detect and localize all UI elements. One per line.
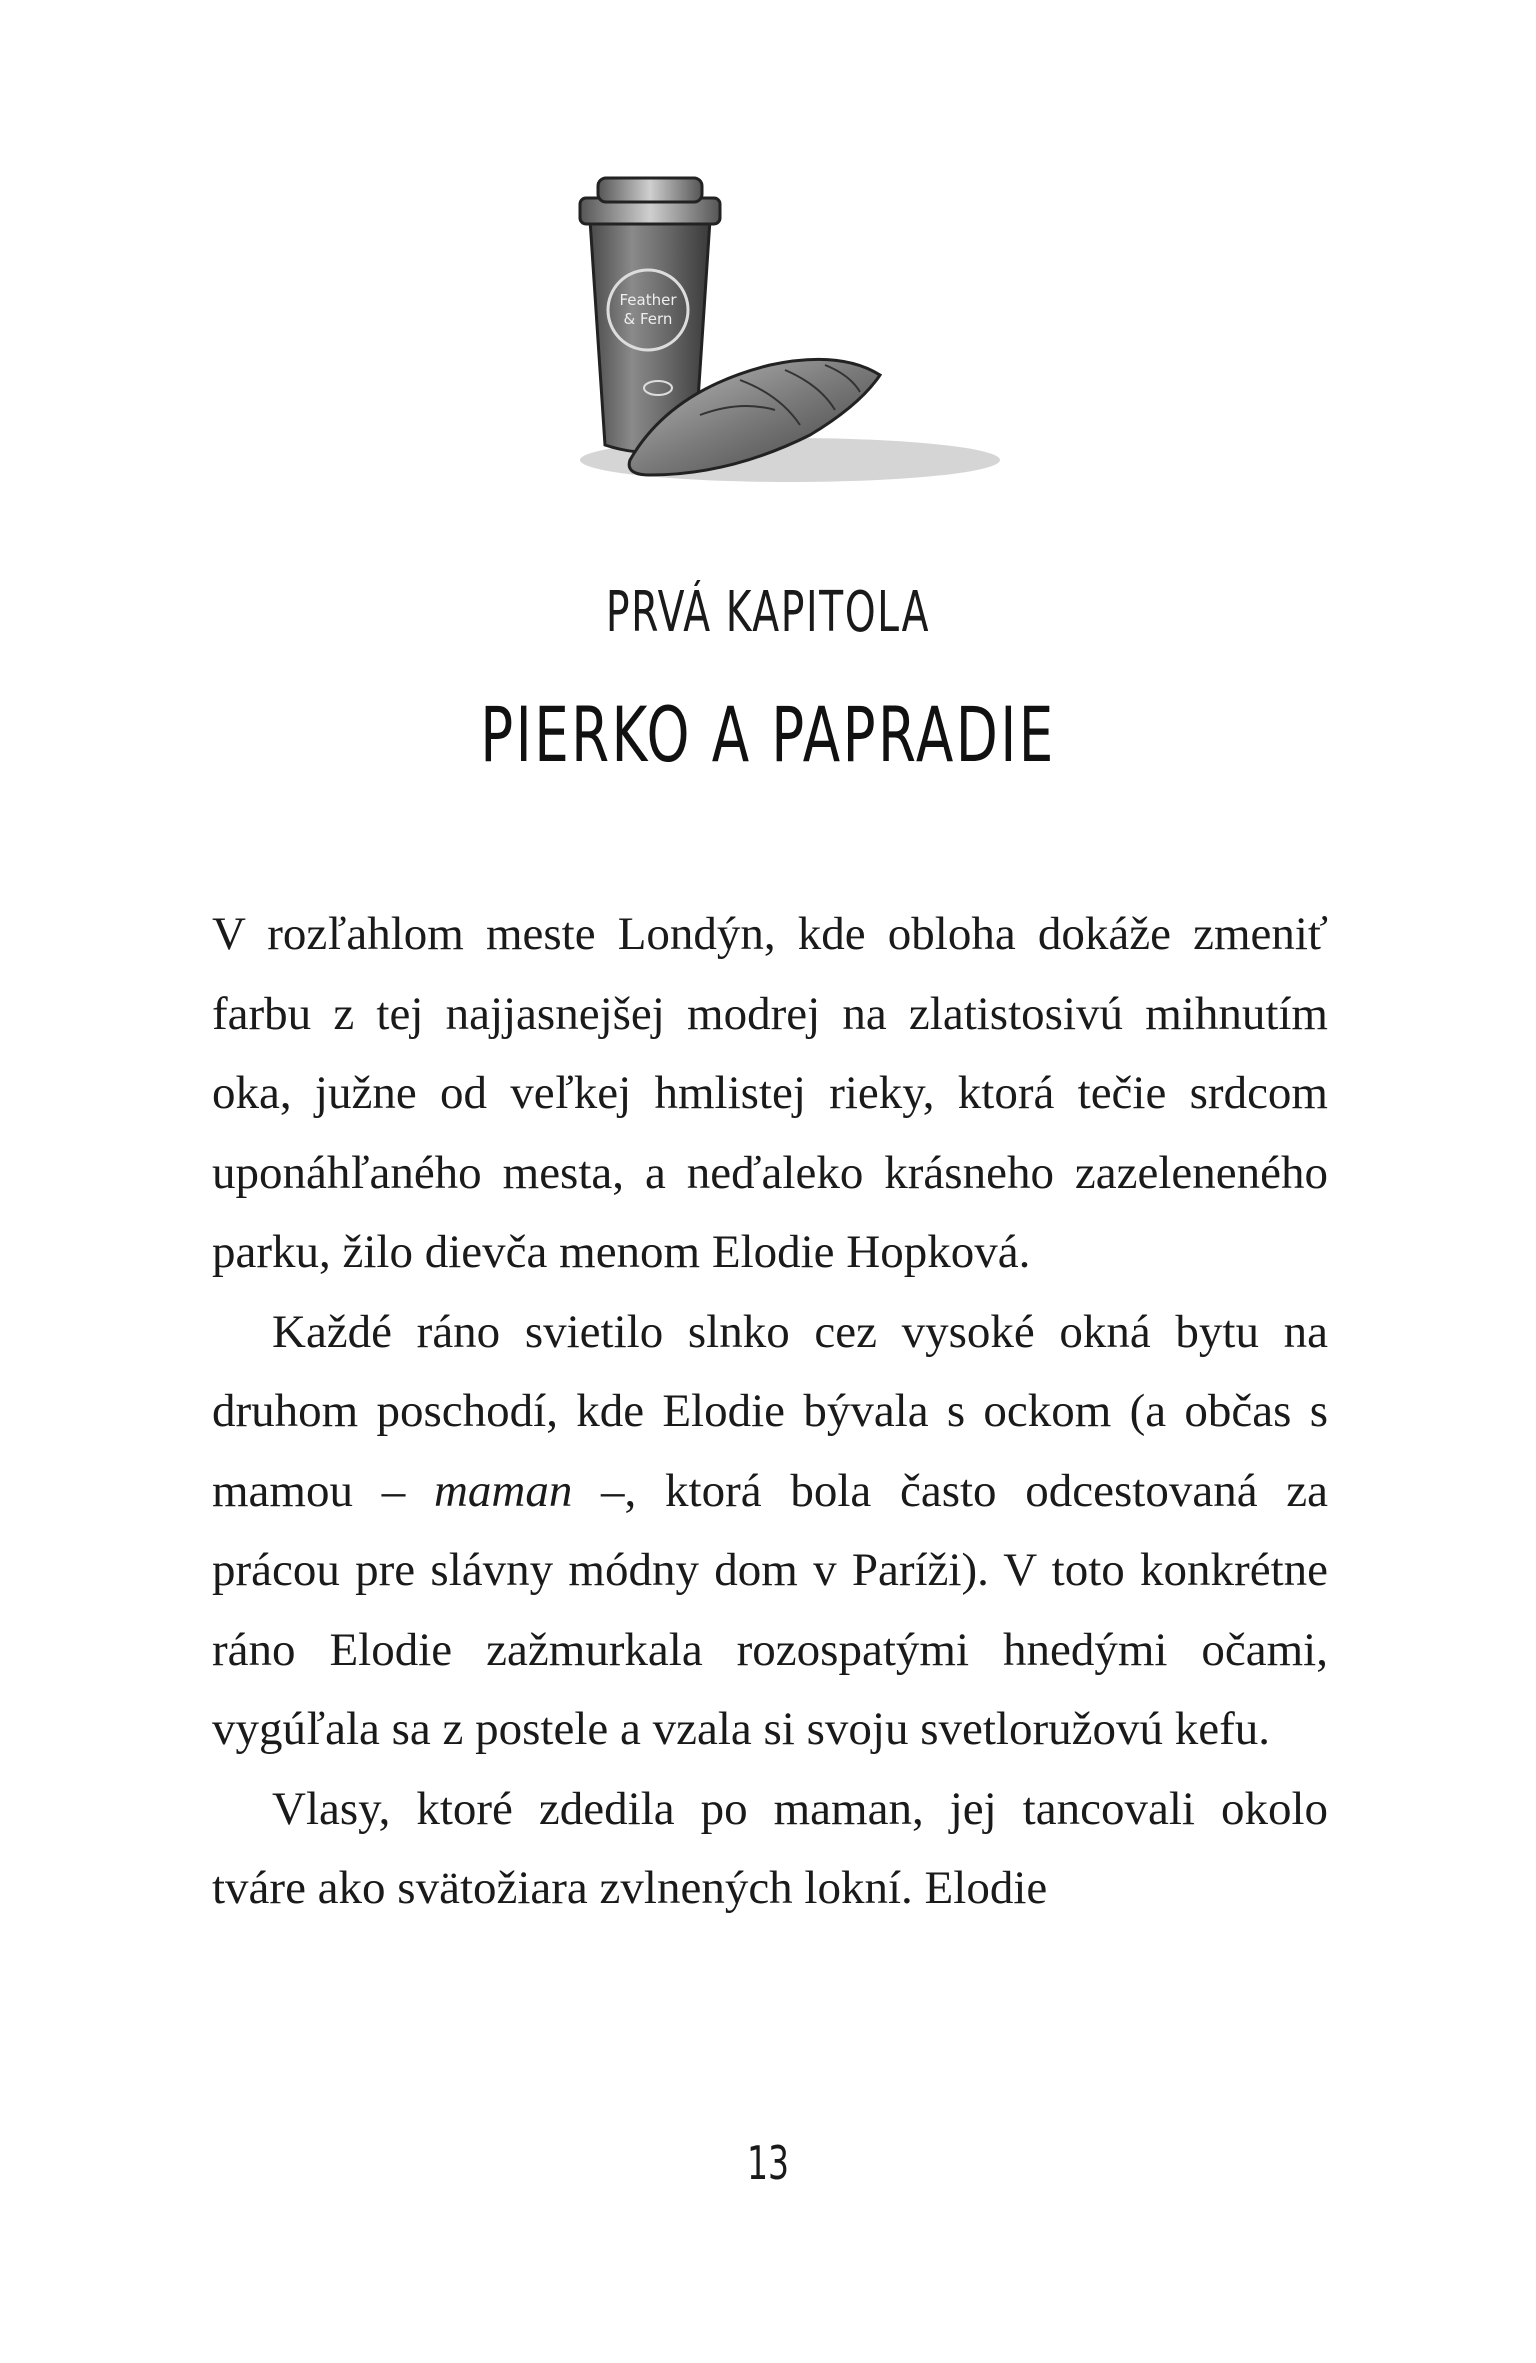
chapter-label: PRVÁ KAPITOLA	[605, 580, 931, 645]
paragraph-text: –, ktorá bola často odcestovaná za prácou pre slávny módny dom v Paríži). V toto konkrétne ráno Elodie zažmurkala rozospatými hnedými očami, vygúľala sa z postele a vzala si svoju svetloružovú kefu.	[212, 1464, 1328, 1755]
chapter-title: PIERKO A PAPRADIE	[480, 690, 1056, 779]
paragraph: Vlasy, ktoré zdedila po maman, jej tancovali okolo tváre ako svätožiara zvlnených lokní. Elodie	[212, 1782, 1328, 1914]
paragraph: V rozľahlom meste Londýn, kde obloha dokáže zmeniť farbu z tej najjasnejšej modrej na zlatistosivú mihnutím oka, južne od veľkej hmlistej rieky, ktorá tečie srdcom uponáhľaného mesta, a neďaleko krásneho zazeleneného parku, žilo dievča menom Elodie Hopková.	[212, 908, 1328, 1278]
page-number: 13	[746, 2136, 790, 2190]
cup-logo-line1: Feather	[619, 291, 677, 309]
paragraph-text: Každé ráno svietilo slnko cez vysoké okná bytu na druhom poschodí, kde Elodie bývala s ockom (a občas s mamou –	[212, 1305, 1328, 1517]
cup-logo-line2: & Fern	[623, 310, 673, 328]
coffee-cup-and-croissant-icon	[540, 160, 1020, 510]
body-text	[212, 895, 1328, 1929]
italic-word: maman	[433, 1464, 573, 1517]
paragraph	[212, 1293, 1328, 1770]
